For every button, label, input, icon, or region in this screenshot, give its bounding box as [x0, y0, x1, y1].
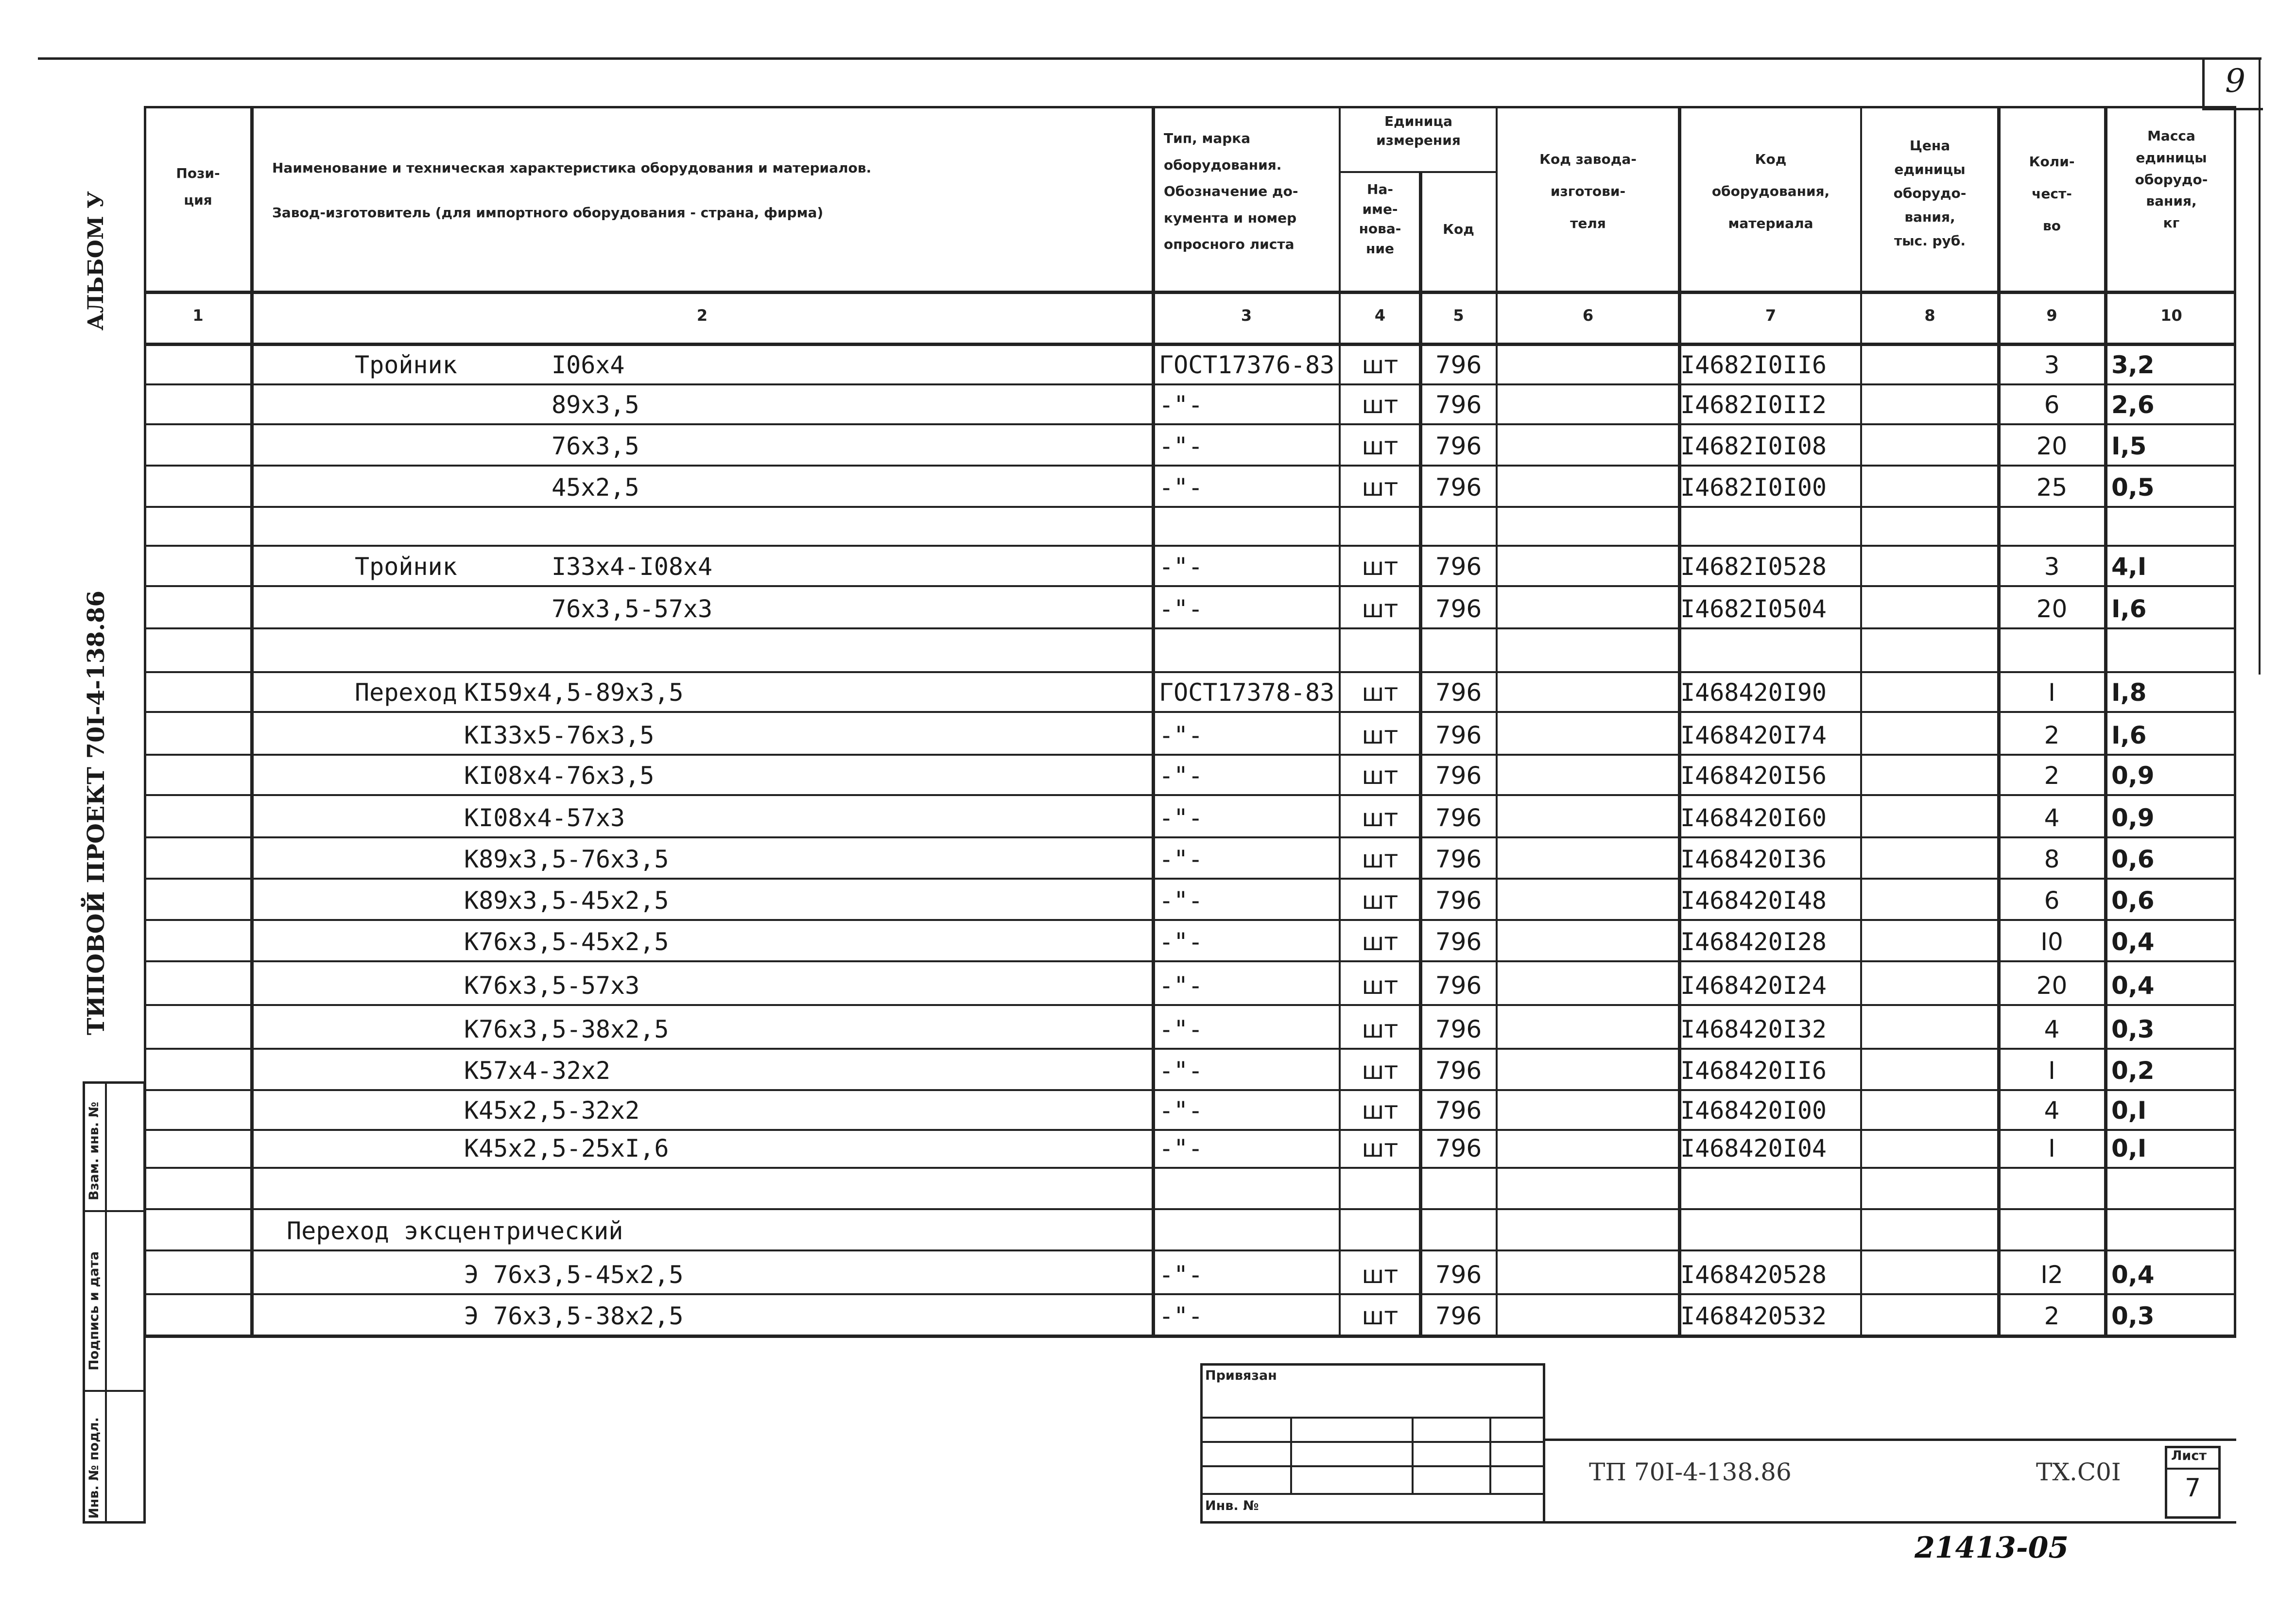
table-cell-code: 796	[1435, 1261, 1482, 1289]
sheet-mark: 9	[2225, 62, 2245, 100]
table-cell-name: KI08x4-57x3	[464, 804, 625, 832]
table-cell-unit: шт	[1362, 886, 1398, 915]
table-cell-mass: 0,4	[2111, 928, 2155, 956]
table-cell-equip: I4682I0II6	[1680, 351, 1827, 379]
table-cell-name: K57x4-32x2	[464, 1057, 611, 1085]
table-cell-code: 796	[1435, 678, 1482, 707]
table-cell-equip: I4682I0II2	[1680, 391, 1827, 419]
table-cell-doc: -"-	[1159, 762, 1203, 790]
project-label: ТИПОВОЙ ПРОЕКТ 70I-4-138.86	[83, 590, 110, 1035]
hdr-unit-code: Код	[1443, 221, 1474, 237]
row-line	[144, 1129, 2236, 1131]
table-cell-code: 796	[1435, 886, 1482, 915]
table-cell-equip: I468420I74	[1680, 721, 1827, 749]
table-cell-equip: I468420I32	[1680, 1015, 1827, 1043]
table-cell-code: 796	[1435, 845, 1482, 873]
table-cell-name: K45x2,5-25xI,6	[464, 1134, 669, 1162]
row-line	[144, 960, 2236, 962]
table-cell-doc: -"-	[1159, 553, 1203, 581]
table-cell-mass: 0,I	[2111, 1096, 2147, 1125]
table-cell-code: 796	[1435, 1015, 1482, 1043]
table-cell-unit: шт	[1362, 928, 1398, 956]
table-cell-qty: I	[2048, 1057, 2055, 1085]
stamp-label-vzam: Взам. инв. №	[86, 1101, 102, 1200]
table-cell-qty: 4	[2044, 1096, 2060, 1125]
table-cell-unit: шт	[1362, 1057, 1398, 1085]
table-cell-mass: 0,9	[2111, 762, 2155, 790]
inv-label: Инв. №	[1205, 1498, 1259, 1513]
col-line	[1339, 106, 1341, 1338]
privyazan-vline	[1412, 1417, 1414, 1493]
table-cell-unit: шт	[1362, 595, 1398, 623]
table-cell-mass: 0,4	[2111, 971, 2155, 1000]
colnum-10: 10	[2160, 306, 2182, 325]
table-cell-name: 45x2,5	[552, 473, 639, 502]
col-line	[1152, 106, 1155, 1338]
table-cell-doc: -"-	[1159, 971, 1203, 1000]
table-cell-name: K45x2,5-32x2	[464, 1096, 640, 1125]
colnum-9: 9	[2046, 306, 2057, 325]
table-cell-code: 796	[1435, 553, 1482, 581]
row-line	[144, 1048, 2236, 1050]
table-cell-code: 796	[1435, 595, 1482, 623]
privyazan-label: Привязан	[1205, 1368, 1277, 1383]
row-line	[144, 1293, 2236, 1295]
table-cell-qty: 8	[2044, 845, 2060, 873]
unit-group-line	[1339, 171, 1496, 173]
table-cell-equip: I4682I0I00	[1680, 473, 1827, 502]
colnum-4: 4	[1374, 306, 1386, 325]
table-cell-unit: шт	[1362, 351, 1398, 379]
table-cell-name: 89x3,5	[552, 391, 639, 419]
table-cell-doc: -"-	[1159, 1302, 1203, 1330]
table-cell-doc: -"-	[1159, 1096, 1203, 1125]
table-cell-equip: I468420I00	[1680, 1096, 1827, 1125]
table-cell-code: 796	[1435, 721, 1482, 749]
privyazan-line	[1200, 1493, 1545, 1495]
table-cell-mass: 0,I	[2111, 1134, 2147, 1162]
table-cell-pre: Тройник	[355, 351, 457, 379]
table-cell-code: 796	[1435, 391, 1482, 419]
row-line	[144, 671, 2236, 673]
table-cell-name: KI59x4,5-89x3,5	[464, 678, 684, 707]
row-line	[144, 794, 2236, 796]
doc-code: ТП 70I-4-138.86	[1589, 1458, 1792, 1486]
table-cell-name: I33x4-I08x4	[552, 553, 713, 581]
table-cell-mass: 0,6	[2111, 886, 2155, 915]
table-cell-qty: 25	[2036, 473, 2068, 502]
privyazan-line	[1200, 1417, 1545, 1419]
colnum-bottom-line	[144, 343, 2236, 346]
table-cell-qty: 4	[2044, 1015, 2060, 1043]
table-cell-code: 796	[1435, 1134, 1482, 1162]
table-cell-doc: -"-	[1159, 391, 1203, 419]
table-cell-unit: шт	[1362, 1261, 1398, 1289]
row-line	[144, 585, 2236, 587]
privyazan-line	[1200, 1465, 1545, 1467]
album-label: АЛЬБОМ У	[84, 191, 108, 330]
handwritten-number: 21413-05	[1915, 1531, 2069, 1565]
table-cell-mass: 0,2	[2111, 1057, 2155, 1085]
table-cell-mass: 0,6	[2111, 845, 2155, 873]
table-cell-mass: 3,2	[2111, 351, 2155, 379]
col-line	[250, 106, 254, 1338]
table-cell-code: 796	[1435, 1302, 1482, 1330]
table-cell-qty: 6	[2044, 391, 2060, 419]
colnum-1: 1	[192, 306, 204, 325]
table-cell-equip: I468420I28	[1680, 928, 1827, 956]
part-code: ТХ.С0I	[2036, 1458, 2121, 1486]
col-line	[2104, 106, 2107, 1338]
table-cell-doc: -"-	[1159, 1015, 1203, 1043]
col-line	[1860, 106, 1862, 1338]
table-cell-name: 76x3,5-57x3	[552, 595, 713, 623]
row-line	[144, 1208, 2236, 1210]
row-line	[144, 711, 2236, 713]
privyazan-vline	[1489, 1417, 1491, 1493]
table-cell-qty: I	[2048, 1134, 2055, 1162]
table-cell-qty: 2	[2044, 1302, 2060, 1330]
table-cell-unit: шт	[1362, 1096, 1398, 1125]
table-cell-doc: -"-	[1159, 886, 1203, 915]
table-cell-doc: -"-	[1159, 721, 1203, 749]
table-cell-qty: I2	[2040, 1261, 2063, 1289]
table-cell-qty: I	[2048, 678, 2055, 707]
table-cell-unit: шт	[1362, 678, 1398, 707]
table-cell-equip: I4682I0504	[1680, 595, 1827, 623]
table-cell-qty: 20	[2036, 595, 2068, 623]
table-cell-name: K89x3,5-76x3,5	[464, 845, 669, 873]
table-cell-unit: шт	[1362, 762, 1398, 790]
row-line	[144, 878, 2236, 880]
row-line	[144, 919, 2236, 921]
table-cell-qty: 2	[2044, 721, 2060, 749]
table-cell-qty: I0	[2040, 928, 2063, 956]
stamp-divider-v	[105, 1081, 107, 1524]
table-cell-equip: I468420I90	[1680, 678, 1827, 707]
table-cell-doc: -"-	[1159, 804, 1203, 832]
table-cell-mass: I,6	[2111, 721, 2147, 749]
sheet-box-line	[2165, 1468, 2221, 1470]
table-cell-qty: 3	[2044, 553, 2060, 581]
colnum-5: 5	[1453, 306, 1464, 325]
table-cell-name: K76x3,5-38x2,5	[464, 1015, 669, 1043]
table-cell-unit: шт	[1362, 553, 1398, 581]
row-line	[144, 465, 2236, 467]
table-cell-code: 796	[1435, 351, 1482, 379]
table-cell-code: 796	[1435, 928, 1482, 956]
row-line	[144, 423, 2236, 425]
row-line	[144, 627, 2236, 629]
hdr-pos: Пози- ция	[176, 165, 220, 208]
colnum-7: 7	[1765, 306, 1777, 325]
row-line	[144, 545, 2236, 547]
table-cell-doc: -"-	[1159, 845, 1203, 873]
table-cell-unit: шт	[1362, 1134, 1398, 1162]
table-cell-name: I06x4	[552, 351, 625, 379]
table-cell-unit: шт	[1362, 804, 1398, 832]
table-cell-doc: -"-	[1159, 473, 1203, 502]
table-cell-name: K76x3,5-45x2,5	[464, 928, 669, 956]
row-line	[144, 1167, 2236, 1169]
privyazan-vline	[1290, 1417, 1292, 1493]
table-cell-doc: -"-	[1159, 928, 1203, 956]
header-bottom-line	[144, 291, 2236, 294]
row-line	[144, 1249, 2236, 1251]
table-cell-code: 796	[1435, 1057, 1482, 1085]
table-cell-pre: Тройник	[355, 553, 457, 581]
table-cell-code: 796	[1435, 1096, 1482, 1125]
table-cell-unit: шт	[1362, 1015, 1398, 1043]
hdr-unit-name: На- име- нова- ние	[1359, 181, 1401, 257]
table-cell-code: 796	[1435, 432, 1482, 460]
colnum-8: 8	[1924, 306, 1935, 325]
row-line	[144, 754, 2236, 756]
table-cell-equip: I468420I56	[1680, 762, 1827, 790]
table-cell-mass: 0,4	[2111, 1261, 2155, 1289]
table-cell-pre: Переход эксцентрический	[287, 1217, 623, 1245]
table-cell-qty: 20	[2036, 971, 2068, 1000]
table-cell-mass: 0,9	[2111, 804, 2155, 832]
row-line	[144, 506, 2236, 508]
hdr-factory-code: Код завода- изготови- теля	[1539, 151, 1637, 231]
stamp-label-inv: Инв. № подл.	[86, 1417, 102, 1519]
col-line	[1496, 106, 1498, 1338]
table-cell-equip: I468420I24	[1680, 971, 1827, 1000]
table-cell-unit: шт	[1362, 971, 1398, 1000]
table-cell-doc: -"-	[1159, 432, 1203, 460]
table-cell-doc: -"-	[1159, 1134, 1203, 1162]
table-cell-equip: I468420532	[1680, 1302, 1827, 1330]
table-cell-unit: шт	[1362, 1302, 1398, 1330]
table-cell-name: KI08x4-76x3,5	[464, 762, 655, 790]
table-cell-mass: I,6	[2111, 595, 2147, 623]
table-cell-doc: ГОСТ17376-83	[1159, 351, 1335, 379]
table-cell-doc: ГОСТ17378-83	[1159, 678, 1335, 707]
table-cell-equip: I4682I0528	[1680, 553, 1827, 581]
hdr-name: Наименование и техническая характеристика оборудования и материалов. Завод-изготовитель (для импортного оборудования - страна, фирма)	[272, 160, 872, 221]
table-cell-mass: 0,3	[2111, 1302, 2155, 1330]
table-cell-mass: I,5	[2111, 432, 2147, 460]
stamp-label-podpis: Подпись и дата	[86, 1251, 102, 1370]
table-cell-unit: шт	[1362, 432, 1398, 460]
table-cell-mass: 2,6	[2111, 391, 2155, 419]
table-cell-qty: 6	[2044, 886, 2060, 915]
hdr-type: Тип, марка оборудования. Обозначение до- кумента и номер опросного листа	[1164, 130, 1298, 253]
table-cell-unit: шт	[1362, 391, 1398, 419]
table-cell-equip: I468420I36	[1680, 845, 1827, 873]
sheet-number: 7	[2184, 1474, 2201, 1503]
table-cell-code: 796	[1435, 473, 1482, 502]
table-cell-equip: I468420528	[1680, 1261, 1827, 1289]
hdr-qty: Коли- чест- во	[2029, 154, 2075, 234]
table-cell-doc: -"-	[1159, 1057, 1203, 1085]
table-cell-qty: 4	[2044, 804, 2060, 832]
row-line	[144, 1335, 2236, 1336]
hdr-price: Цена единицы оборудо- вания, тыс. руб.	[1893, 138, 1967, 249]
hdr-unit-group: Единица измерения	[1376, 113, 1461, 149]
table-cell-doc: -"-	[1159, 1261, 1203, 1289]
table-cell-unit: шт	[1362, 473, 1398, 502]
table-cell-name: 76x3,5	[552, 432, 639, 460]
table-cell-doc: -"-	[1159, 595, 1203, 623]
table-cell-equip: I468420II6	[1680, 1057, 1827, 1085]
table-cell-unit: шт	[1362, 721, 1398, 749]
row-line	[144, 1004, 2236, 1006]
colnum-6: 6	[1582, 306, 1594, 325]
stamp-divider	[83, 1210, 146, 1212]
privyazan-line	[1200, 1441, 1545, 1443]
table-cell-unit: шт	[1362, 845, 1398, 873]
colnum-3: 3	[1241, 306, 1252, 325]
table-cell-name: Э 76x3,5-45x2,5	[464, 1261, 684, 1289]
table-cell-mass: 0,3	[2111, 1015, 2155, 1043]
table-cell-equip: I468420I04	[1680, 1134, 1827, 1162]
table-cell-code: 796	[1435, 804, 1482, 832]
table-cell-qty: 2	[2044, 762, 2060, 790]
table-cell-mass: 0,5	[2111, 473, 2155, 502]
table-cell-name: K89x3,5-45x2,5	[464, 886, 669, 915]
table-cell-qty: 3	[2044, 351, 2060, 379]
table-cell-equip: I468420I48	[1680, 886, 1827, 915]
table-cell-mass: 4,I	[2111, 553, 2147, 581]
outer-frame-right	[2259, 57, 2261, 675]
table-cell-name: K76x3,5-57x3	[464, 971, 640, 1000]
table-cell-name: KI33x5-76x3,5	[464, 721, 655, 749]
row-line	[144, 383, 2236, 385]
hdr-mass: Масса единицы оборудо- вания, кг	[2135, 128, 2208, 231]
table-cell-equip: I468420I60	[1680, 804, 1827, 832]
table-cell-name: Э 76x3,5-38x2,5	[464, 1302, 684, 1330]
table-cell-qty: 20	[2036, 432, 2068, 460]
row-line	[144, 836, 2236, 838]
table-cell-mass: I,8	[2111, 678, 2147, 707]
row-line	[144, 1089, 2236, 1091]
sheet-label: Лист	[2171, 1448, 2207, 1463]
stamp-divider	[83, 1390, 146, 1392]
colnum-2: 2	[696, 306, 708, 325]
table-cell-code: 796	[1435, 762, 1482, 790]
table-cell-pre: Переход	[355, 678, 457, 707]
table-cell-code: 796	[1435, 971, 1482, 1000]
hdr-equip-code: Код оборудования, материала	[1711, 151, 1830, 231]
table-cell-equip: I4682I0I08	[1680, 432, 1827, 460]
